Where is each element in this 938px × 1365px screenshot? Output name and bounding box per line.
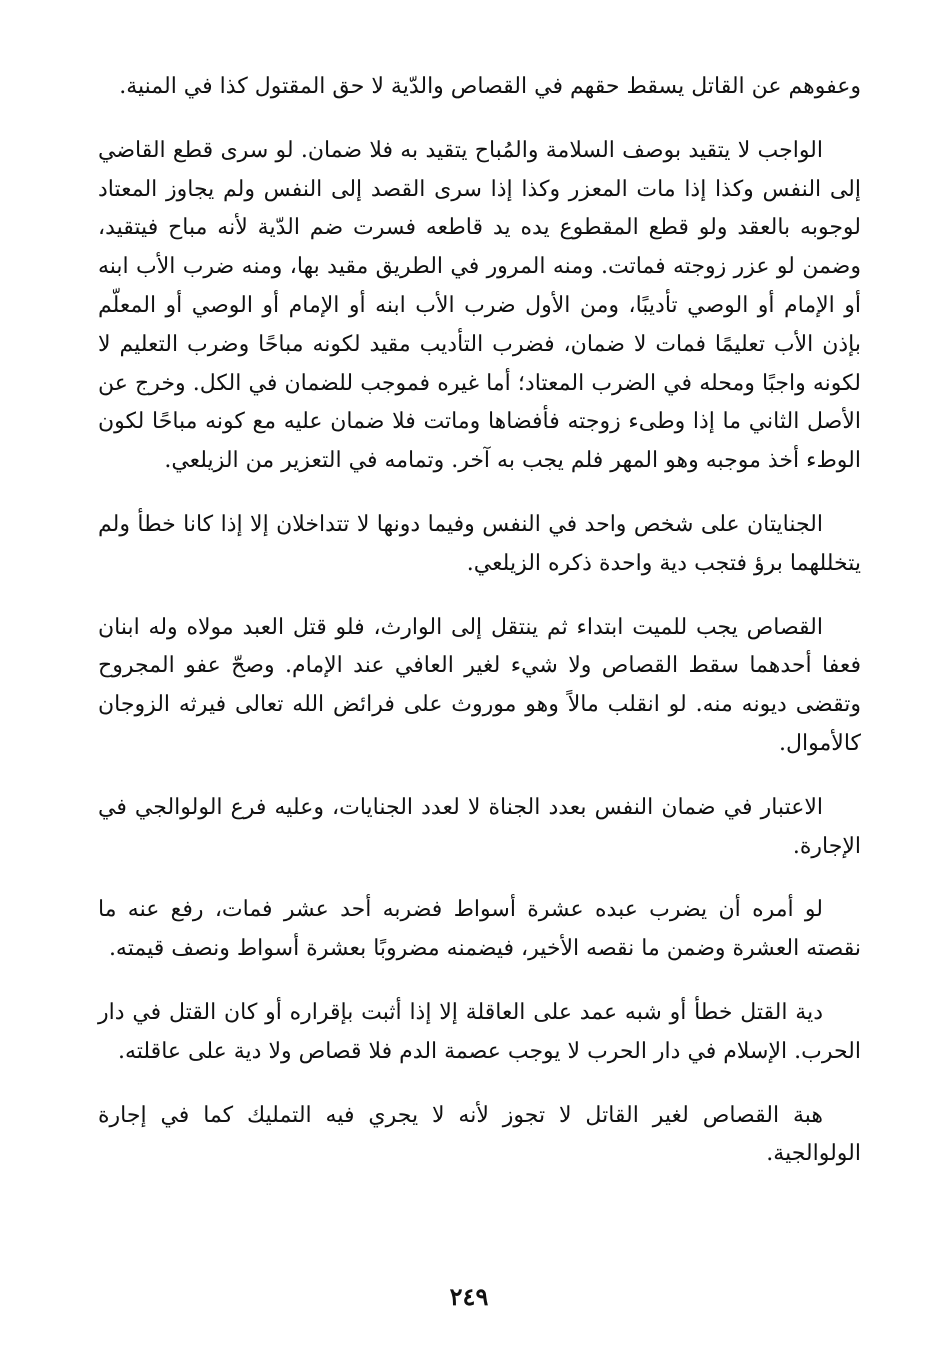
page-number: ٢٤٩ [449, 1282, 489, 1311]
paragraph-8: هبة القصاص لغير القاتل لا تجوز لأنه لا يجري فيه التمليك كما في إجارة الولوالجية. [98, 1102, 861, 1167]
paragraph-5: الاعتبار في ضمان النفس بعدد الجناة لا لعدد الجنايات، وعليه فرع الولوالجي في الإجارة. [98, 794, 861, 859]
paragraph-1: وعفوهم عن القاتل يسقط حقهم في القصاص والدّية لا حق المقتول كذا في المنية. [119, 74, 861, 99]
paragraph-4: القصاص يجب للميت ابتداء ثم ينتقل إلى الوارث، فلو قتل العبد مولاه وله ابنان فعفا أحدهما سقط القصاص ولا شيء لغير العافي عند الإمام. وصحّ عفو المجروح وتقضى ديونه منه. لو انقلب مالاً وهو موروث على فرائض الله تعالى فيرثه الزوجان كالأموال. [98, 614, 861, 756]
paragraph-3: الجنايتان على شخص واحد في النفس وفيما دونها لا تتداخلان إلا إذا كانا خطأ ولم يتخللهما برؤ فتجب دية واحدة ذكره الزيلعي. [98, 511, 861, 576]
paragraph-6: لو أمره أن يضرب عبده عشرة أسواط فضربه أحد عشر فمات، رفع عنه ما نقصته العشرة وضمن ما نقصه الأخير، فيضمنه مضروبًا بعشرة أسواط ونصف قيمته. [98, 897, 861, 962]
paragraph-7: دية القتل خطأ أو شبه عمد على العاقلة إلا إذا أثبت بإقراره أو كان القتل في دار الحرب. الإسلام في دار الحرب لا يوجب عصمة الدم فلا قصاص ولا دية على عاقلته. [98, 999, 861, 1064]
page-body [98, 68, 861, 1199]
paragraph-2: الواجب لا يتقيد بوصف السلامة والمُباح يتقيد به فلا ضمان. لو سرى قطع القاضي إلى النفس وكذا إذا مات المعزر وكذا إذا سرى القصد إلى النفس ولم يجاوز المعتاد لوجوبه بالعقد ولو قطع المقطوع يده يد قاطعه فسرت ضم الدّية لأنه مباح فيتقيد، وضمن لو عزر زوجته فماتت. ومنه المرور في الطريق مقيد بها، ومنه ضرب الأب ابنه أو الإمام أو الوصي تأديبًا، ومن الأول ضرب الأب ابنه أو الإمام أو الوصي أو المعلّم بإذن الأب تعليمًا فمات لا ضمان، فضرب التأديب مقيد لكونه مباحًا وضرب التعليم لا لكونه واجبًا ومحله في الضرب المعتاد؛ أما غيره فموجب للضمان في الكل. وخرج عن الأصل الثاني ما إذا وطىء زوجته فأفضاها وماتت فلا ضمان عليه مع كونه مباحًا لكون الوطء أخذ موجبه وهو المهر فلم يجب به آخر. وتمامه في التعزير من الزيلعي. [98, 137, 861, 474]
